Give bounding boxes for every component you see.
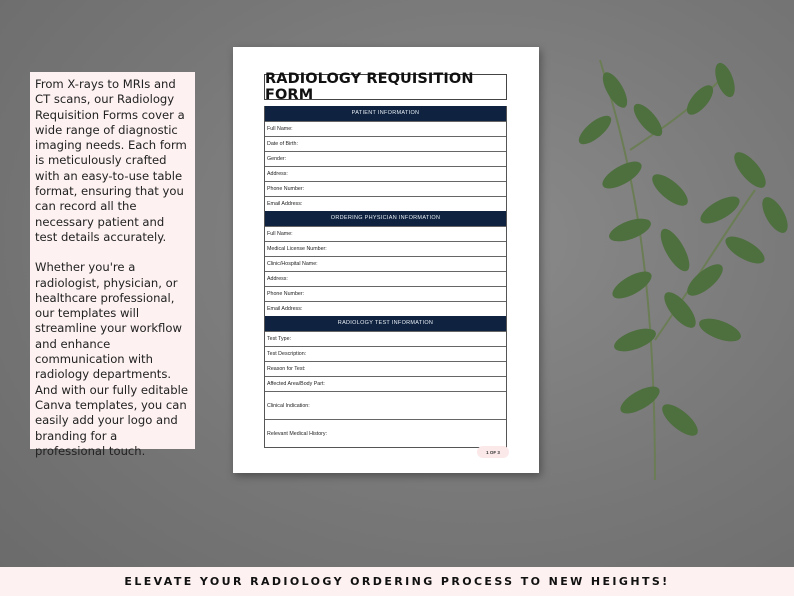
field-test-type[interactable]: Test Type: xyxy=(265,331,506,346)
field-patient-date-of-birth[interactable]: Date of Birth: xyxy=(265,136,506,151)
field-patient-email[interactable]: Email Address: xyxy=(265,196,506,211)
section-header-physician: ORDERING PHYSICIAN INFORMATION xyxy=(265,211,506,226)
field-medical-history[interactable]: Relevant Medical History: xyxy=(265,419,506,447)
field-clinical-indication[interactable]: Clinical Indication: xyxy=(265,391,506,419)
description-paragraph-2: Whether you're a radiologist, physician, or healthcare professional, our templates will streamline your workflow and enhance communication with radiology departments. And with our fully editable Canva templates, you can easily add your logo and branding for a professional touch. xyxy=(35,260,188,458)
field-test-description[interactable]: Test Description: xyxy=(265,346,506,361)
field-test-body-part[interactable]: Affected Area/Body Part: xyxy=(265,376,506,391)
field-patient-address[interactable]: Address: xyxy=(265,166,506,181)
section-header-test: RADIOLOGY TEST INFORMATION xyxy=(265,316,506,331)
field-patient-phone[interactable]: Phone Number: xyxy=(265,181,506,196)
bottom-banner: ELEVATE YOUR RADIOLOGY ORDERING PROCESS TO NEW HEIGHTS! xyxy=(0,567,794,596)
field-physician-license[interactable]: Medical License Number: xyxy=(265,241,506,256)
form-page xyxy=(233,47,539,473)
description-panel xyxy=(30,72,195,458)
field-patient-gender[interactable]: Gender: xyxy=(265,151,506,166)
form-table xyxy=(264,106,507,448)
page-indicator: 1 OF 3 xyxy=(477,446,509,458)
field-patient-full-name[interactable]: Full Name: xyxy=(265,121,506,136)
section-header-patient: PATIENT INFORMATION xyxy=(265,106,506,121)
field-physician-address[interactable]: Address: xyxy=(265,271,506,286)
eucalyptus-plant-image xyxy=(560,40,794,490)
field-test-reason[interactable]: Reason for Test: xyxy=(265,361,506,376)
field-physician-clinic[interactable]: Clinic/Hospital Name: xyxy=(265,256,506,271)
field-physician-email[interactable]: Email Address: xyxy=(265,301,506,316)
field-physician-full-name[interactable]: Full Name: xyxy=(265,226,506,241)
form-title: RADIOLOGY REQUISITION FORM xyxy=(264,74,507,100)
field-physician-phone[interactable]: Phone Number: xyxy=(265,286,506,301)
description-paragraph-1: From X-rays to MRIs and CT scans, our Radiology Requisition Forms cover a wide range of diagnostic imaging needs. Each form is meticulously crafted with an easy-to-use table format, ensuring that you can record all the necessary patient and test details accurately. xyxy=(35,77,187,244)
